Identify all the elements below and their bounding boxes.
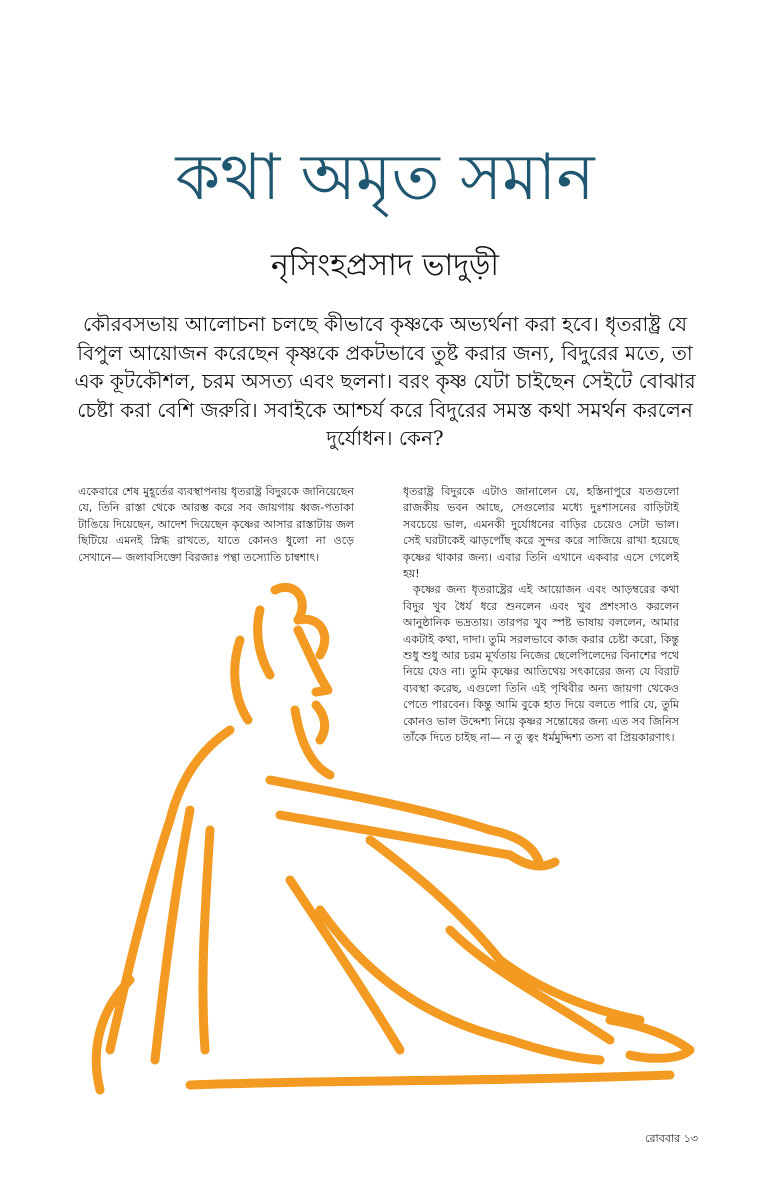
intro-paragraph: কৌরবসভায় আলোচনা চলছে কীভাবে কৃষ্ণকে অভ্যর্থনা করা হবে। ধৃতরাষ্ট্র যে বিপুল আয়োজন করেছেন কৃষ্ণকে প্রকটভাবে তুষ্ট করার জন্য, বিদুরের মতে, তা এক কূটকৌশল, চরম অসত্য এবং ছলনা। বরং কৃষ্ণ যেটা চাইছেন সেইটে বোঝার চেষ্টা করা বেশি জরুরি। সবাইকে আশ্চর্য করে বিদুরের সমস্ত কথা সমর্থন করলেন দুর্যোধন। কেন?	[74, 312, 696, 450]
seated-figure-illustration	[70, 580, 710, 1100]
turban-stroke	[275, 587, 325, 655]
illustration-strokes	[96, 587, 690, 1090]
turban-stroke	[235, 640, 248, 720]
leg-stroke	[290, 880, 400, 1050]
face-stroke	[316, 705, 325, 740]
shoulder-stroke	[170, 730, 230, 820]
shin-stroke	[450, 930, 610, 1040]
body-paragraph: একেবারে শেষ মুহূর্তের ব্যবস্থাপনায় ধৃতরাষ্ট্র বিদুরকে জানিয়েছেন যে, তিনি রাস্তা থেকে আরম্ভ করে সব জায়গায় ধ্বজ-পতাকা টাঙিয়ে দিয়েছেন, আদেশ দিয়েছেন কৃষ্ণের আসার রাস্তাটায় জল ছিটিয়ে এমনই স্নিগ্ধ রাখতে, যাতে কোনও ধুলো না ওড়ে সেখানে— জলাবসিক্তো বিরজাঃ পন্থা তস্যোতি চান্বশাৎ।	[78, 485, 354, 564]
knee-stroke	[370, 840, 500, 960]
foot-stroke	[610, 1020, 690, 1058]
foot-stroke	[510, 1040, 600, 1060]
body-paragraph: ধৃতরাষ্ট্র বিদুরকে এটাও জানালেন যে, হস্তিনাপুরে যতগুলো রাজকীয় ভবন আছে, সেগুলোর মধ্যে দুঃশাসনের বাড়িটাই সবচেয়ে ভাল, এমনকী দুর্যোধনের বাড়ির চেয়েও সেটা ভাল। সেই ঘরটাকেই ঝাড়পোঁছ করে সুন্দর করে সাজিয়ে রাখা হয়েছে কৃষ্ণের থাকার জন্য। এবার তিনি এখানে একবার এসে গেলেই হয়!	[403, 485, 679, 581]
author-byline: নৃসিংহপ্রসাদ ভাদুড়ী	[270, 248, 499, 283]
ground-stroke	[190, 1075, 670, 1085]
body-paragraph: কৃষ্ণের জন্য ধৃতরাষ্ট্রের এই আয়োজন এবং আড়ম্বরের কথা বিদুর খুব ধৈর্য ধরে শুনলেন এবং খুব প্রশংসাও করলেন আনুষ্ঠানিক ভদ্রতায়। তারপর খুব স্পষ্ট ভাষায় বললেন, আমার একটাই কথা, দাদা। তুমি সরলভাবে কাজ করার চেষ্টা করো, কিন্তু শুধু শুধু আর চরম মূর্খতায় নিজের ছেলেপিলেদের বিনাশের পথে নিয়ে যেও না। তুমি কৃষ্ণের আতিথেয় সৎকারের জন্য যে বিরাট ব্যবস্থা করেছ, এগুলো তিনি এই পৃথিবীর অন্য জায়গা থেকেও পেতে পারবেন। কিন্তু আমি বুকে হাত দিয়ে বলতে পারি যে, তুমি কোনও ভাল উদ্দেশ্য নিয়ে কৃষ্ণর সন্তোষের জন্য এত সব জিনিস তাঁকে দিতে চাইছ না— ন তু ত্বং ধর্মমুদ্দিশ্য তস্য বা প্রিয়কারণাৎ।	[403, 583, 679, 745]
article-title: কথা অমৃত সমান	[175, 141, 595, 215]
body-column-left	[78, 484, 354, 566]
turban-stroke	[258, 610, 270, 675]
robe-stroke	[203, 830, 210, 1050]
page-folio: রোববার ১৩	[645, 1132, 698, 1145]
